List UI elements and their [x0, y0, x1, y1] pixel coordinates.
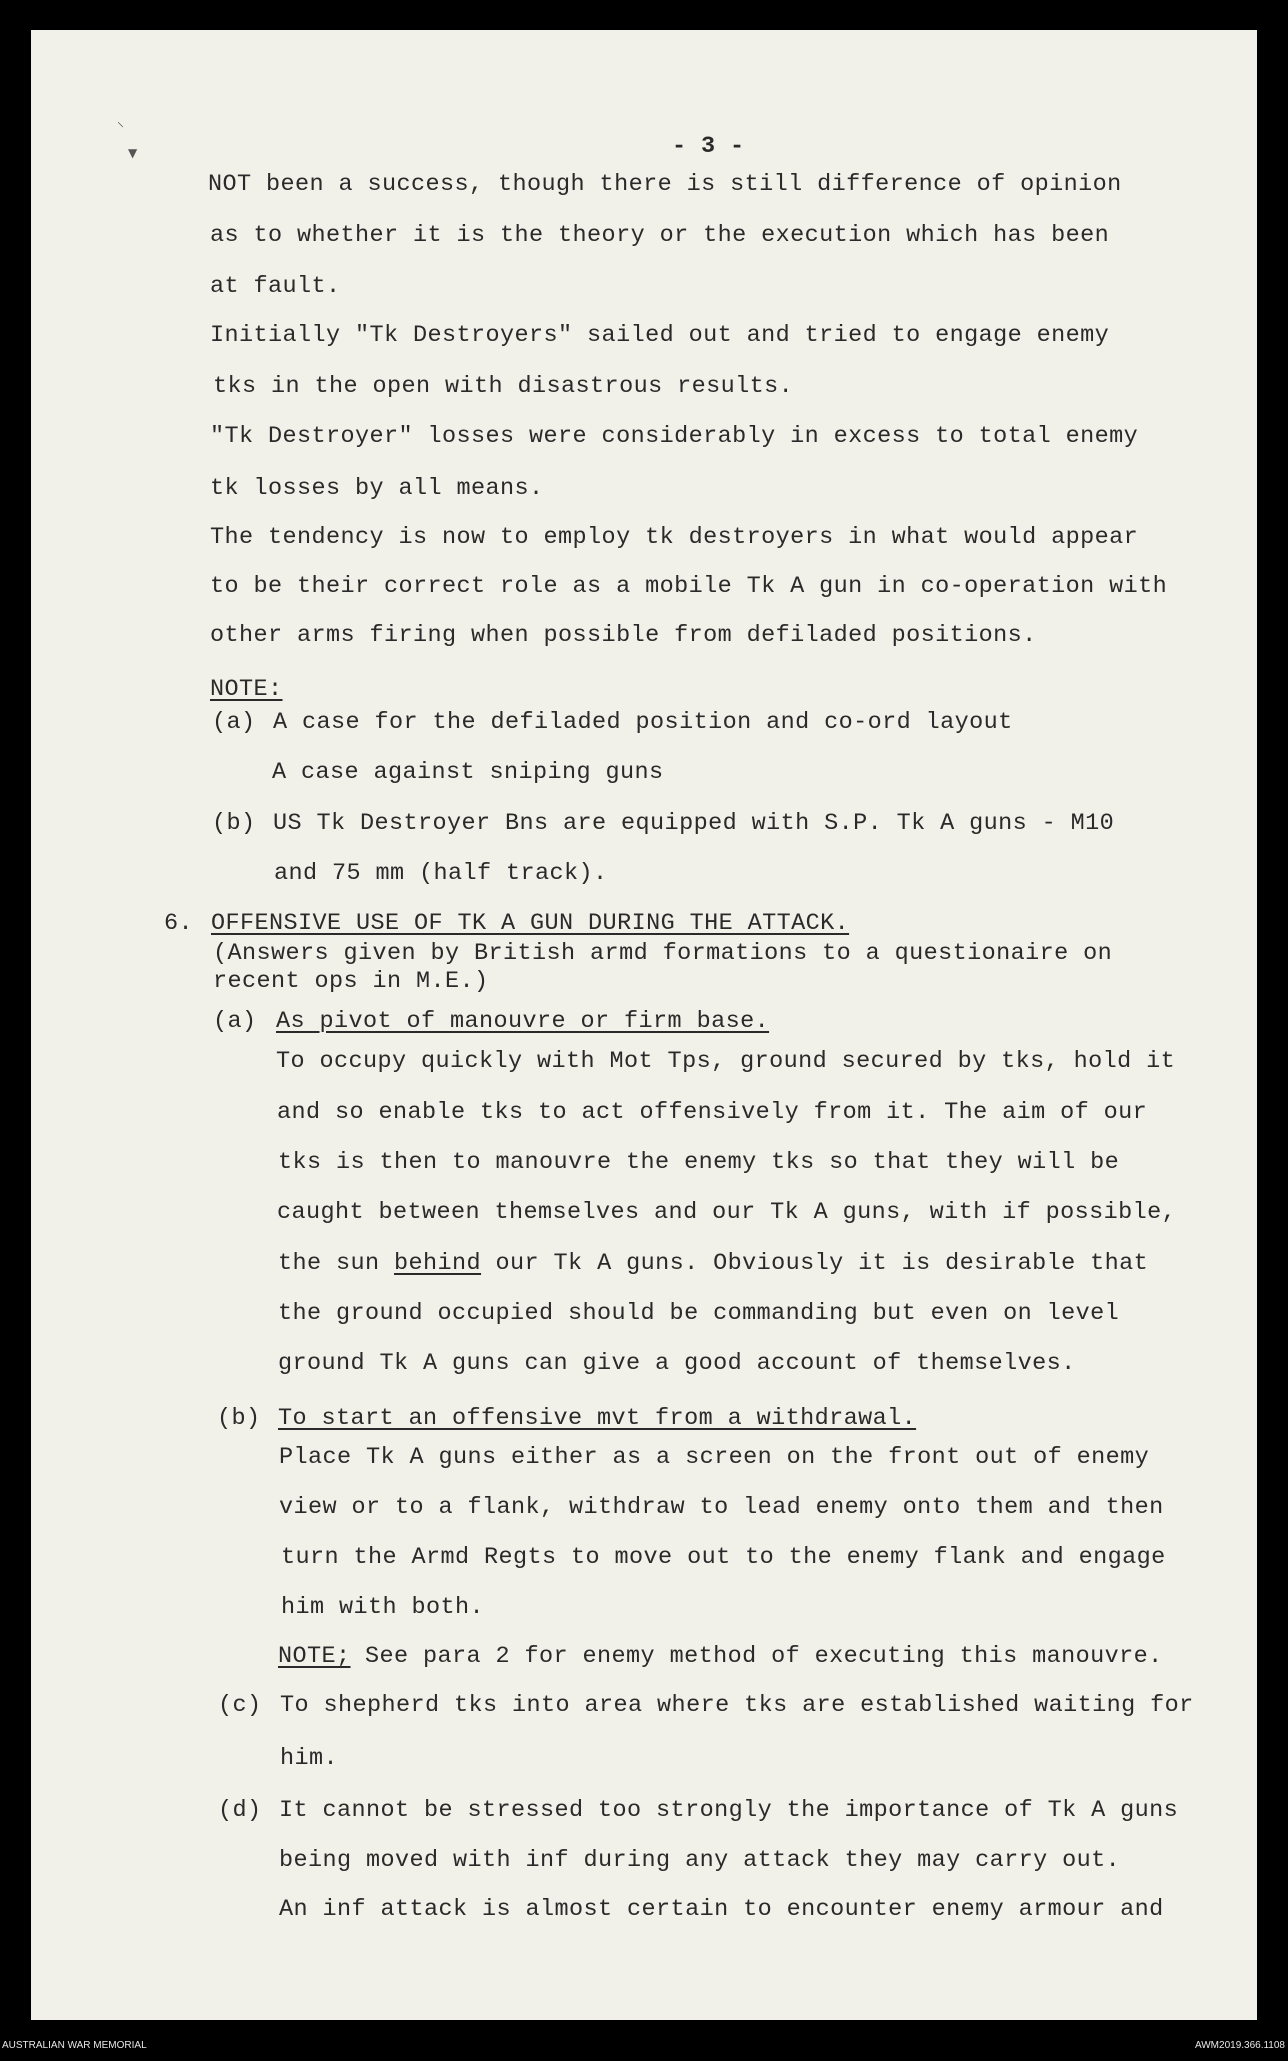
item-a-line-4: caught between themselves and our Tk A guns, with if possible, — [277, 1199, 1177, 1226]
item-b-title: To start an offensive mvt from a withdrawal. — [278, 1405, 917, 1432]
behind-underlined-word: behind — [394, 1250, 482, 1277]
item-a-line-6: the ground occupied should be commanding but even on level — [278, 1300, 1120, 1327]
body-line-6: "Tk Destroyer" losses were considerably in excess to total enemy — [210, 423, 1139, 450]
footer-catalogue-id: AWM2019.366.1108 — [1194, 2040, 1285, 2051]
item-b-marker: (b) — [217, 1405, 261, 1432]
body-line-8: The tendency is now to employ tk destroyers in what would appear — [210, 524, 1139, 551]
item-a-marker: (a) — [213, 1008, 257, 1035]
item-a-line-3: tks is then to manouvre the enemy tks so that they will be — [278, 1149, 1120, 1176]
body-line-5: tks in the open with disastrous results. — [213, 373, 794, 400]
note-item-b-marker: (b) — [212, 810, 256, 837]
item-d-line-1: It cannot be stressed too strongly the importance of Tk A guns — [279, 1797, 1179, 1824]
item-b-line-3: turn the Armd Regts to move out to the enemy flank and engage — [281, 1544, 1166, 1571]
item-c-line-2: him. — [280, 1745, 339, 1772]
section-heading: OFFENSIVE USE OF TK A GUN DURING THE ATTACK. — [211, 910, 850, 937]
item-b-note — [278, 1643, 1163, 1671]
item-a-line-5 — [278, 1250, 1148, 1278]
item-b-note-label: NOTE; — [278, 1643, 351, 1670]
body-line-3: at fault. — [210, 273, 341, 300]
note-item-a-marker: (a) — [212, 709, 256, 736]
item-a-line-5-end: our Tk A guns. Obviously it is desirable that — [481, 1250, 1149, 1277]
page-number: - 3 - — [672, 133, 745, 160]
item-a-line-7: ground Tk A guns can give a good account of themselves. — [278, 1350, 1076, 1377]
body-line-9: to be their correct role as a mobile Tk A gun in co-operation with — [210, 573, 1168, 600]
item-d-marker: (d) — [218, 1797, 262, 1824]
item-a-line-2: and so enable tks to act offensively from it. The aim of our — [277, 1099, 1148, 1126]
footer-archive-name: AUSTRALIAN WAR MEMORIAL — [2, 2040, 147, 2051]
item-b-note-text: See para 2 for enemy method of executing this manouvre. — [350, 1643, 1163, 1670]
item-b-line-4: him with both. — [281, 1594, 485, 1621]
section-subtitle-line-1: (Answers given by British armd formations to a questionaire on — [213, 940, 1113, 967]
note-item-b-line-2: and 75 mm (half track). — [274, 860, 608, 887]
item-c-marker: (c) — [218, 1692, 262, 1719]
note-item-b-line-1: US Tk Destroyer Bns are equipped with S.P. Tk A guns - M10 — [273, 810, 1115, 837]
item-a-line-5-start: the sun — [278, 1250, 395, 1277]
note-label: NOTE: — [210, 676, 283, 703]
item-b-line-2: view or to a flank, withdraw to lead enemy onto them and then — [279, 1494, 1164, 1521]
body-line-10: other arms firing when possible from defiladed positions. — [210, 622, 1037, 649]
item-a-title: As pivot of manouvre or firm base. — [276, 1008, 770, 1035]
pin-hole-mark-dot: ▼ — [128, 146, 138, 160]
item-b-line-1: Place Tk A guns either as a screen on the front out of enemy — [279, 1444, 1150, 1471]
body-line-4: Initially "Tk Destroyers" sailed out and tried to engage enemy — [210, 322, 1110, 349]
item-d-line-3: An inf attack is almost certain to encounter enemy armour and — [279, 1896, 1164, 1923]
item-c-line-1: To shepherd tks into area where tks are established waiting for — [280, 1692, 1194, 1719]
section-number: 6. — [164, 910, 194, 937]
section-subtitle-line-2: recent ops in M.E.) — [213, 968, 489, 995]
item-d-line-2: being moved with inf during any attack they may carry out. — [279, 1847, 1121, 1874]
item-a-line-1: To occupy quickly with Mot Tps, ground secured by tks, hold it — [276, 1048, 1176, 1075]
pin-hole-mark: ⸌ — [117, 120, 124, 136]
note-item-a-line-2: A case against sniping guns — [272, 759, 664, 786]
note-item-a-line-1: A case for the defiladed position and co-ord layout — [273, 709, 1013, 736]
body-line-2: as to whether it is the theory or the execution which has been — [210, 222, 1110, 249]
body-line-7: tk losses by all means. — [210, 475, 544, 502]
body-line-1: NOT been a success, though there is still difference of opinion — [208, 171, 1122, 198]
